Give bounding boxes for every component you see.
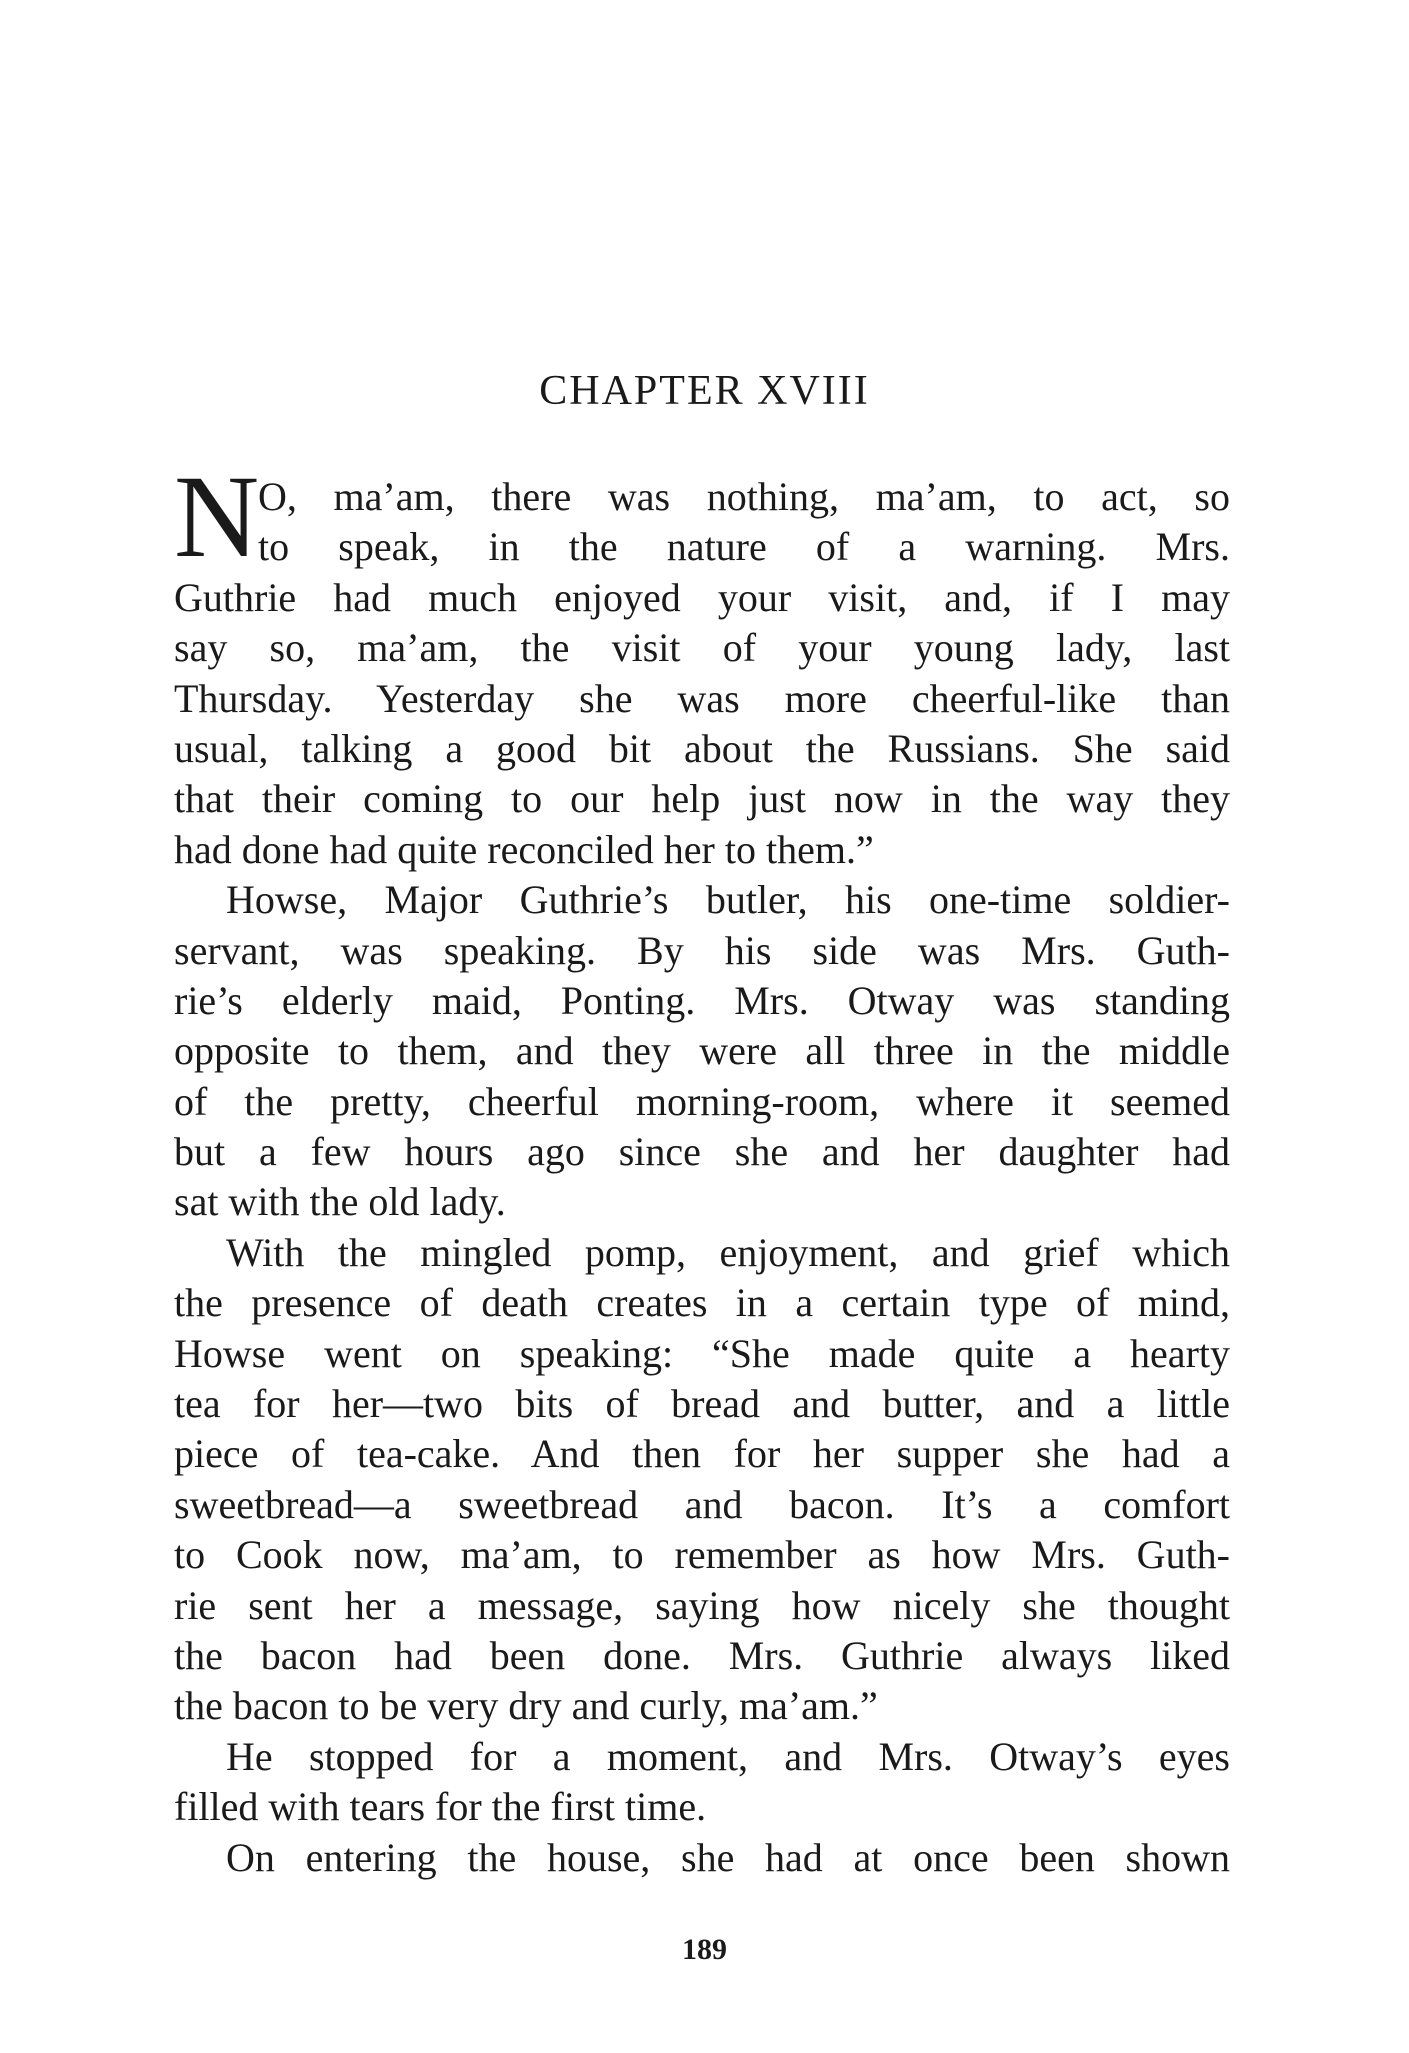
text-line: He stopped for a moment, and Mrs. Otway’s eyes — [226, 1733, 1230, 1779]
text-line: piece of tea-cake. And then for her supper she had a — [174, 1431, 1230, 1477]
text-line: servant, was speaking. By his side was Mrs. Guth- — [174, 927, 1230, 973]
text-line: the bacon had been done. Mrs. Guthrie always liked — [174, 1632, 1230, 1678]
text-line: the bacon to be very dry and curly, ma’am.” — [174, 1683, 878, 1729]
text-line: With the mingled pomp, enjoyment, and grief which — [226, 1229, 1230, 1275]
text-line: Howse, Major Guthrie’s butler, his one-time soldier- — [226, 877, 1230, 923]
text-line: filled with tears for the first time. — [174, 1784, 707, 1830]
text-line: O, ma’am, there was nothing, ma’am, to act, so — [258, 474, 1230, 519]
text-line: sweetbread—a sweetbread and bacon. It’s a comfort — [174, 1481, 1230, 1527]
text-line: usual, talking a good bit about the Russians. She said — [174, 725, 1230, 771]
text-line: that their coming to our help just now in the way they — [174, 776, 1230, 822]
text-line: Thursday. Yesterday she was more cheerful-like than — [174, 675, 1230, 721]
body-text — [174, 472, 1230, 1883]
text-line: to Cook now, ma’am, to remember as how Mrs. Guth- — [174, 1532, 1230, 1578]
text-line: say so, ma’am, the visit of your young lady, last — [174, 625, 1230, 671]
text-line: had done had quite reconciled her to them.” — [174, 826, 874, 872]
text-line: Guthrie had much enjoyed your visit, and, if I may — [174, 574, 1230, 620]
text-line: sat with the old lady. — [174, 1179, 506, 1225]
text-line: On entering the house, she had at once been shown — [226, 1834, 1230, 1880]
text-line: the presence of death creates in a certain type of mind, — [174, 1280, 1230, 1326]
drop-cap: N — [174, 451, 260, 582]
chapter-title: CHAPTER XVIII — [539, 368, 870, 414]
text-line: opposite to them, and they were all three in the middle — [174, 1028, 1230, 1074]
text-line: Howse went on speaking: “She made quite a hearty — [174, 1330, 1230, 1376]
text-line: rie sent her a message, saying how nicely she thought — [174, 1582, 1230, 1628]
text-line: but a few hours ago since she and her daughter had — [174, 1129, 1230, 1175]
page-number: 189 — [682, 1933, 727, 1966]
text-line: rie’s elderly maid, Ponting. Mrs. Otway was standing — [174, 977, 1230, 1023]
text-line: of the pretty, cheerful morning-room, where it seemed — [174, 1078, 1230, 1124]
text-line: tea for her—two bits of bread and butter, and a little — [174, 1381, 1230, 1427]
text-line: to speak, in the nature of a warning. Mrs. — [258, 524, 1230, 570]
